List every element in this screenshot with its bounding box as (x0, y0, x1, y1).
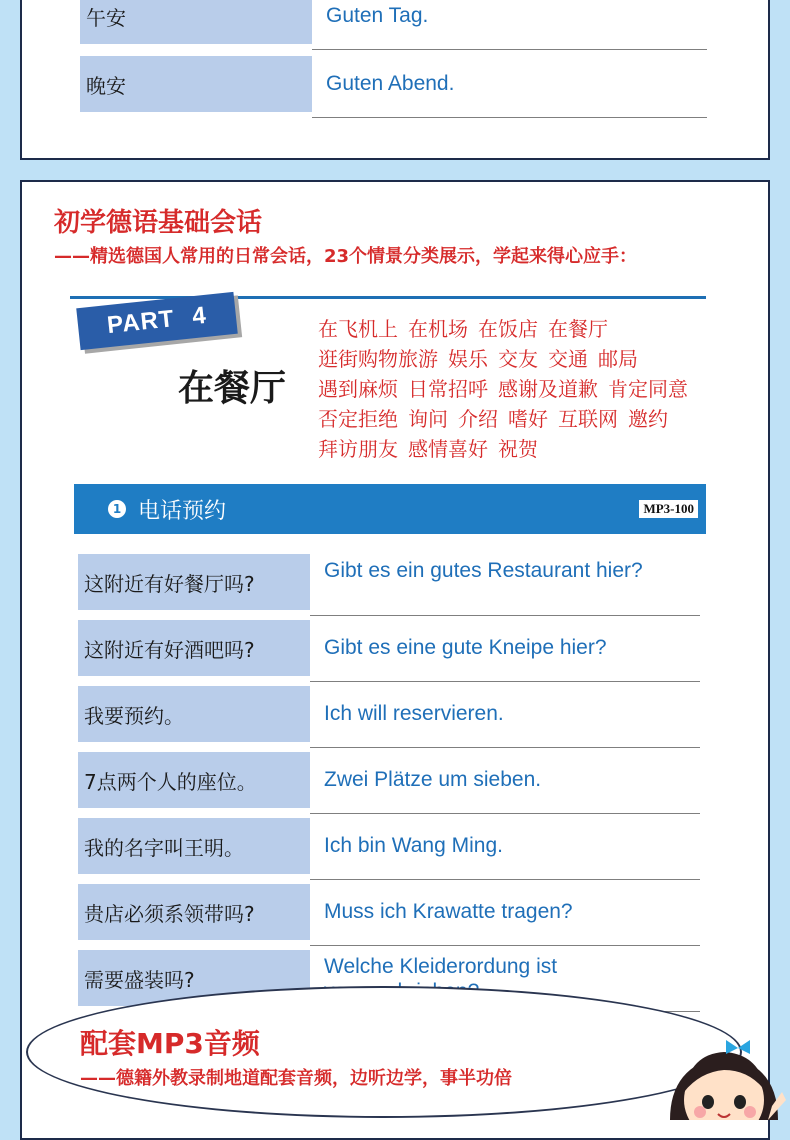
german-phrase: Guten Abend. (326, 72, 455, 96)
topic-item: 遇到麻烦 (318, 377, 398, 401)
topic-item: 祝贺 (498, 437, 538, 461)
row-divider (310, 813, 700, 814)
section-number: 1 (108, 500, 126, 518)
topic-item: 否定拒绝 (318, 407, 398, 431)
topic-item: 邮局 (598, 347, 638, 371)
section-header (74, 484, 706, 534)
topic-item: 询问 (408, 407, 448, 431)
table-row (78, 884, 700, 940)
topic-item: 肯定同意 (608, 377, 688, 401)
german-phrase: Ich bin Wang Ming. (324, 834, 503, 858)
topic-item: 在餐厅 (548, 317, 608, 341)
german-phrase: Gibt es eine gute Kneipe hier? (324, 636, 607, 660)
table-row (80, 0, 707, 44)
chinese-phrase: 午安 (80, 0, 312, 44)
german-phrase: Guten Tag. (326, 4, 429, 28)
vocab-card-top (20, 0, 770, 160)
topic-item: 在飞机上 (318, 317, 398, 341)
topic-item: 感谢及道歉 (498, 377, 598, 401)
topic-list (318, 314, 730, 464)
topic-item: 娱乐 (448, 347, 488, 371)
scene-title: 在餐厅 (178, 368, 287, 409)
row-divider (312, 49, 707, 50)
table-row (78, 818, 700, 874)
table-row (78, 620, 700, 676)
chinese-phrase: 7点两个人的座位。 (78, 752, 310, 808)
row-divider (310, 615, 700, 616)
chinese-phrase: 我要预约。 (78, 686, 310, 742)
german-phrase: Ich will reservieren. (324, 702, 504, 726)
cartoon-girl-illustration (660, 1026, 790, 1120)
topic-item: 在饭店 (478, 317, 538, 341)
german-phrase: Muss ich Krawatte tragen? (324, 900, 573, 924)
chinese-phrase: 这附近有好餐厅吗? (78, 554, 310, 610)
main-subtitle: ——精选德国人常用的日常会话，23个情景分类展示，学起来得心应手： (54, 246, 638, 267)
promo-title: 配套MP3音频 (80, 1027, 260, 1060)
topic-item: 互联网 (558, 407, 618, 431)
part-label: PART (105, 305, 176, 340)
chinese-phrase: 晚安 (80, 56, 312, 112)
row-divider (310, 945, 700, 946)
topic-item: 感情喜好 (408, 437, 488, 461)
table-row (78, 686, 700, 742)
topic-item: 交友 (498, 347, 538, 371)
topic-item: 交通 (548, 347, 588, 371)
topic-item: 逛街购物旅游 (318, 347, 438, 371)
row-divider (310, 681, 700, 682)
topic-item: 邀约 (628, 407, 668, 431)
part-number: 4 (190, 301, 209, 331)
table-row (78, 752, 700, 808)
topic-item: 日常招呼 (408, 377, 488, 401)
table-row (80, 56, 707, 112)
chinese-phrase: 需要盛装吗? (78, 950, 310, 1006)
chinese-phrase: 这附近有好酒吧吗? (78, 620, 310, 676)
mp3-badge: MP3-100 (639, 500, 698, 518)
topic-item: 拜访朋友 (318, 437, 398, 461)
topic-item: 嗜好 (508, 407, 548, 431)
section-title: 电话预约 (138, 498, 227, 524)
chinese-phrase: 贵店必须系领带吗? (78, 884, 310, 940)
row-divider (310, 747, 700, 748)
german-phrase: Zwei Plätze um sieben. (324, 768, 542, 792)
topic-item: 在机场 (408, 317, 468, 341)
main-title: 初学德语基础会话 (54, 208, 263, 238)
german-phrase: Gibt es ein gutes Restaurant hier? (324, 559, 643, 582)
table-row (78, 554, 700, 610)
chinese-phrase: 我的名字叫王明。 (78, 818, 310, 874)
row-divider (312, 117, 707, 118)
topic-item: 介绍 (458, 407, 498, 431)
part-tag (76, 292, 238, 350)
german-phrase: Welche Kleiderordung ist (324, 955, 558, 978)
row-divider (310, 879, 700, 880)
promo-subtitle: ——德籍外教录制地道配套音频，边听边学，事半功倍 (80, 1068, 512, 1089)
